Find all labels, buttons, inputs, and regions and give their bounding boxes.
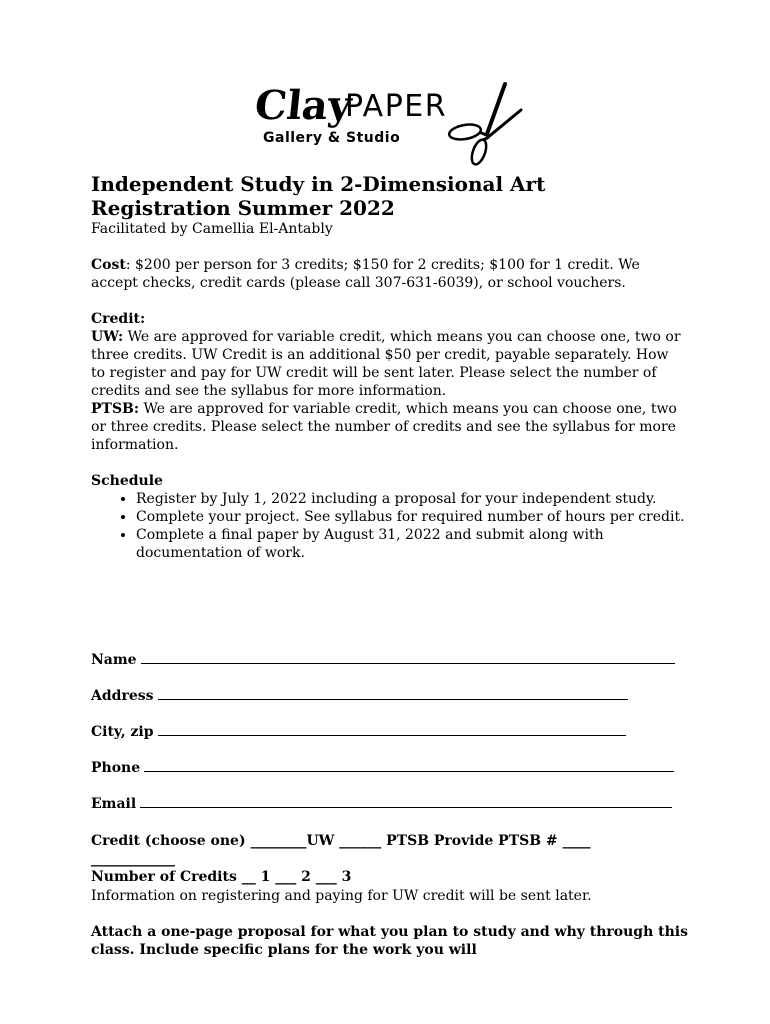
address-row[interactable] [91,688,628,708]
phone-label: Phone [91,760,141,776]
cost-label: Cost [91,257,126,273]
scissors-icon [443,82,523,168]
phone-row[interactable] [91,760,674,780]
schedule-heading: Schedule [91,473,163,489]
ptsb-paragraph [91,400,686,454]
credit-row-cont[interactable] [91,851,175,871]
logo-gallery: Gallery & Studio [263,130,401,146]
city-label: City, zip [91,724,154,740]
credit-row[interactable] [91,833,591,853]
credits-row[interactable] [91,869,351,889]
name-label: Name [91,652,137,668]
name-field[interactable] [141,662,675,664]
uw-paragraph [91,328,686,400]
uw-text: We are approved for variable credit, which means you can choose one, two or three credits. UW Credit is an additional $50 per credit, payable separately. How to register and pay for UW credit will be sent later. Please select the number of credits and see the syllabus for more information. [91,329,681,399]
schedule-item: • Complete a final paper by August 31, 2022 and submit along with documentation of work. [136,526,686,562]
address-label: Address [91,688,154,704]
email-row[interactable] [91,796,672,816]
ptsb-text: We are approved for variable credit, which means you can choose one, two or three credits. Please select the number of credits and see the syllabus for more information. [91,401,677,453]
cost-paragraph [91,256,686,292]
facilitator: Facilitated by Camellia El-Antably [91,221,333,237]
schedule-item: • Register by July 1, 2022 including a proposal for your independent study. [136,490,686,508]
number-of-credits-label: Number of Credits __ 1 ___ 2 ___ 3 [91,869,352,885]
city-row[interactable] [91,724,626,744]
uw-label: UW: [91,329,124,345]
email-label: Email [91,796,137,812]
credit-heading: Credit: [91,311,146,327]
document-body [91,172,686,562]
name-row[interactable] [91,652,675,672]
logo-paper: PAPER [345,89,448,124]
ptsb-number-field[interactable]: ____________ [91,851,175,867]
title-line-2: Registration Summer 2022 [91,196,395,220]
cost-text: : $200 per person for 3 credits; $150 for 2 credits; $100 for 1 credit. We accept checks, credit cards (please call 307-631-6039), or school vouchers. [91,257,640,291]
uw-info: Information on registering and paying for UW credit will be sent later. [91,888,592,904]
credit-choice-label: Credit (choose one) ________UW ______ PTSB Provide PTSB # ____ [91,833,591,849]
ptsb-label: PTSB: [91,401,140,417]
logo-clay: Clay [252,82,354,129]
phone-field[interactable] [144,770,674,772]
attach-proposal: Attach a one-page proposal for what you plan to study and why through this class. Include specific plans for the work you will [91,924,688,958]
schedule-item: • Complete your project. See syllabus for required number of hours per credit. [136,508,686,526]
logo [252,82,530,168]
address-field[interactable] [158,698,628,700]
city-field[interactable] [158,734,626,736]
email-field[interactable] [140,806,672,808]
schedule-list [91,490,686,562]
title-line-1: Independent Study in 2-Dimensional Art [91,172,546,196]
